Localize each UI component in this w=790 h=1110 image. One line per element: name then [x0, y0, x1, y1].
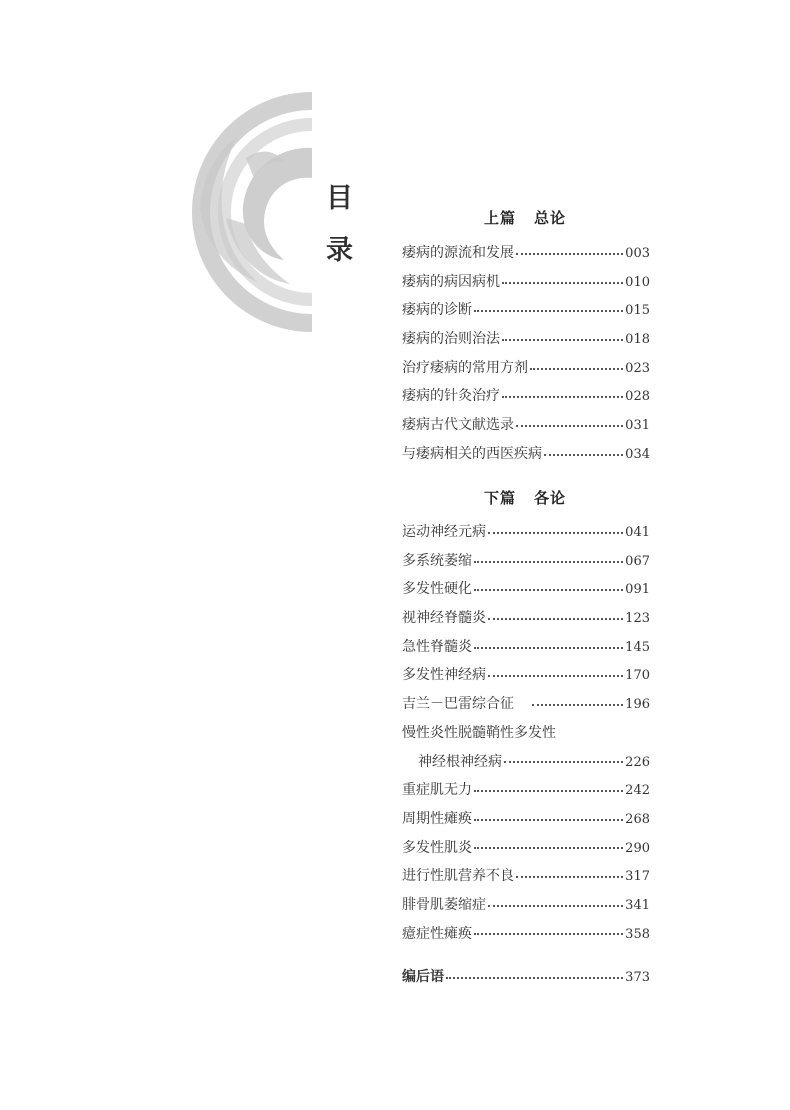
toc-entry-title: 周期性瘫痪: [402, 810, 472, 827]
leader-dots: [474, 560, 623, 563]
toc-entry-title: 痿病的病因病机: [402, 273, 500, 290]
toc-entry[interactable]: [402, 299, 650, 328]
leader-dots: [516, 424, 623, 427]
toc-entry[interactable]: [402, 923, 650, 952]
toc-entry-title: 痿病古代文献选录: [402, 417, 514, 434]
leader-dots: [544, 453, 623, 456]
toc-entry[interactable]: [402, 837, 650, 866]
toc-entry-title: 视神经脊髓炎: [402, 610, 486, 627]
toc-entry[interactable]: [402, 693, 650, 722]
toc-entry-page: 010: [625, 274, 650, 290]
toc-entry-title: 痿病的源流和发展: [402, 245, 514, 261]
toc-entry[interactable]: [402, 414, 650, 443]
title-char-lu: 录: [326, 235, 353, 266]
toc-entry[interactable]: [402, 271, 650, 300]
toc-entry-title: 痿病的治则治法: [402, 331, 500, 348]
toc-entry-title: 多发性肌炎: [402, 839, 472, 856]
leader-dots: [516, 252, 623, 255]
toc-entry-title: 神经根神经病: [418, 753, 502, 770]
section-heading-upper: [400, 207, 650, 228]
toc-entry[interactable]: [402, 722, 650, 751]
leader-dots: [474, 846, 623, 849]
toc-entry-title: 多发性硬化: [402, 581, 472, 598]
toc-entry-page: 028: [625, 389, 650, 405]
leader-dots: [488, 531, 623, 534]
leader-dots: [446, 976, 623, 979]
toc-entry-title: 重症肌无力: [402, 782, 472, 799]
toc-entry[interactable]: [402, 636, 650, 665]
toc-entry[interactable]: [402, 443, 650, 472]
toc-entry[interactable]: [402, 328, 650, 357]
leader-dots: [474, 588, 623, 591]
toc-entry-afterword[interactable]: [402, 966, 650, 995]
toc-entry-page: 317: [625, 869, 650, 885]
toc-entry[interactable]: [402, 664, 650, 693]
toc-entry-page: 041: [625, 525, 650, 540]
leader-dots: [474, 309, 623, 312]
leader-dots: [502, 338, 623, 341]
toc-entry[interactable]: [402, 894, 650, 923]
toc-entry-page: 067: [625, 553, 650, 569]
leader-dots: [474, 818, 623, 821]
toc-entry-page: 373: [625, 970, 650, 985]
toc-entry-page: 170: [625, 668, 650, 684]
heading-upper-part-a: 上篇: [483, 209, 516, 227]
toc-entry[interactable]: [402, 607, 650, 636]
leader-dots: [502, 395, 623, 398]
section-heading-lower: [400, 487, 650, 508]
toc-entry-page: 341: [625, 897, 650, 913]
toc-entry-title: 多系统萎缩: [402, 552, 472, 569]
leader-dots: [474, 646, 623, 649]
toc-entry-page: 268: [625, 811, 650, 827]
toc-entry-title: 编后语: [402, 969, 444, 985]
toc-upper-list: [402, 242, 650, 472]
toc-entry-page: 018: [625, 332, 650, 348]
toc-entry[interactable]: [402, 357, 650, 386]
leader-dots: [530, 367, 623, 370]
toc-entry-title: 癔症性瘫痪: [402, 925, 472, 942]
leader-dots: [516, 875, 623, 878]
decorative-seal-emblem: [180, 88, 312, 336]
toc-entry[interactable]: [402, 385, 650, 414]
heading-lower-part-a: 下篇: [483, 489, 516, 507]
toc-entry-page: 091: [625, 582, 650, 598]
toc-entry[interactable]: [402, 751, 650, 780]
toc-lower-list: [402, 521, 650, 951]
toc-entry-title: 进行性肌营养不良: [402, 868, 514, 885]
toc-entry-title: 急性脊髓炎: [402, 638, 472, 655]
toc-entry-title: 多发性神经病: [402, 667, 486, 684]
toc-entry-page: 242: [625, 783, 650, 799]
toc-entry-title: 腓骨肌萎缩症: [402, 896, 486, 913]
toc-entry-title: 痿病的针灸治疗: [402, 388, 500, 405]
toc-entry-page: 031: [625, 418, 650, 434]
toc-entry[interactable]: [402, 779, 650, 808]
toc-entry-page: 196: [625, 697, 650, 713]
leader-dots: [488, 617, 623, 620]
toc-entry[interactable]: [402, 242, 650, 271]
toc-entry[interactable]: [402, 521, 650, 550]
toc-entry-page: 015: [625, 303, 650, 319]
heading-upper-part-b: 总论: [534, 209, 567, 227]
leader-dots: [488, 904, 623, 907]
leader-dots: [474, 789, 623, 792]
toc-entry[interactable]: [402, 578, 650, 607]
toc-entry-page: 023: [625, 360, 650, 376]
leader-dots: [502, 281, 623, 284]
leader-dots: [532, 703, 623, 706]
toc-entry-page: 358: [625, 926, 650, 942]
toc-entry-page: 034: [625, 446, 650, 462]
toc-entry-page: 226: [625, 754, 650, 770]
toc-entry-page: 003: [625, 246, 650, 261]
toc-entry-page: 123: [625, 611, 650, 627]
toc-entry[interactable]: [402, 865, 650, 894]
toc-entry-title: 治疗痿病的常用方剂: [402, 359, 528, 376]
leader-dots: [504, 760, 623, 763]
heading-lower-part-b: 各论: [534, 489, 567, 507]
toc-entry[interactable]: [402, 808, 650, 837]
leader-dots: [488, 674, 623, 677]
toc-entry[interactable]: [402, 550, 650, 579]
leader-dots: [474, 932, 623, 935]
toc-entry-page: 145: [625, 639, 650, 655]
toc-entry-page: 290: [625, 840, 650, 856]
toc-entry-title: 痿病的诊断: [402, 302, 472, 319]
toc-afterword-list: [402, 966, 650, 995]
toc-entry-title: 吉兰－巴雷综合征: [402, 696, 514, 713]
toc-entry-title: 运动神经元病: [402, 524, 486, 540]
title-char-mu: 目: [326, 183, 353, 214]
toc-entry-title: 与痿病相关的西医疾病: [402, 445, 542, 462]
toc-entry-title: 慢性炎性脱髓鞘性多发性: [402, 724, 556, 741]
